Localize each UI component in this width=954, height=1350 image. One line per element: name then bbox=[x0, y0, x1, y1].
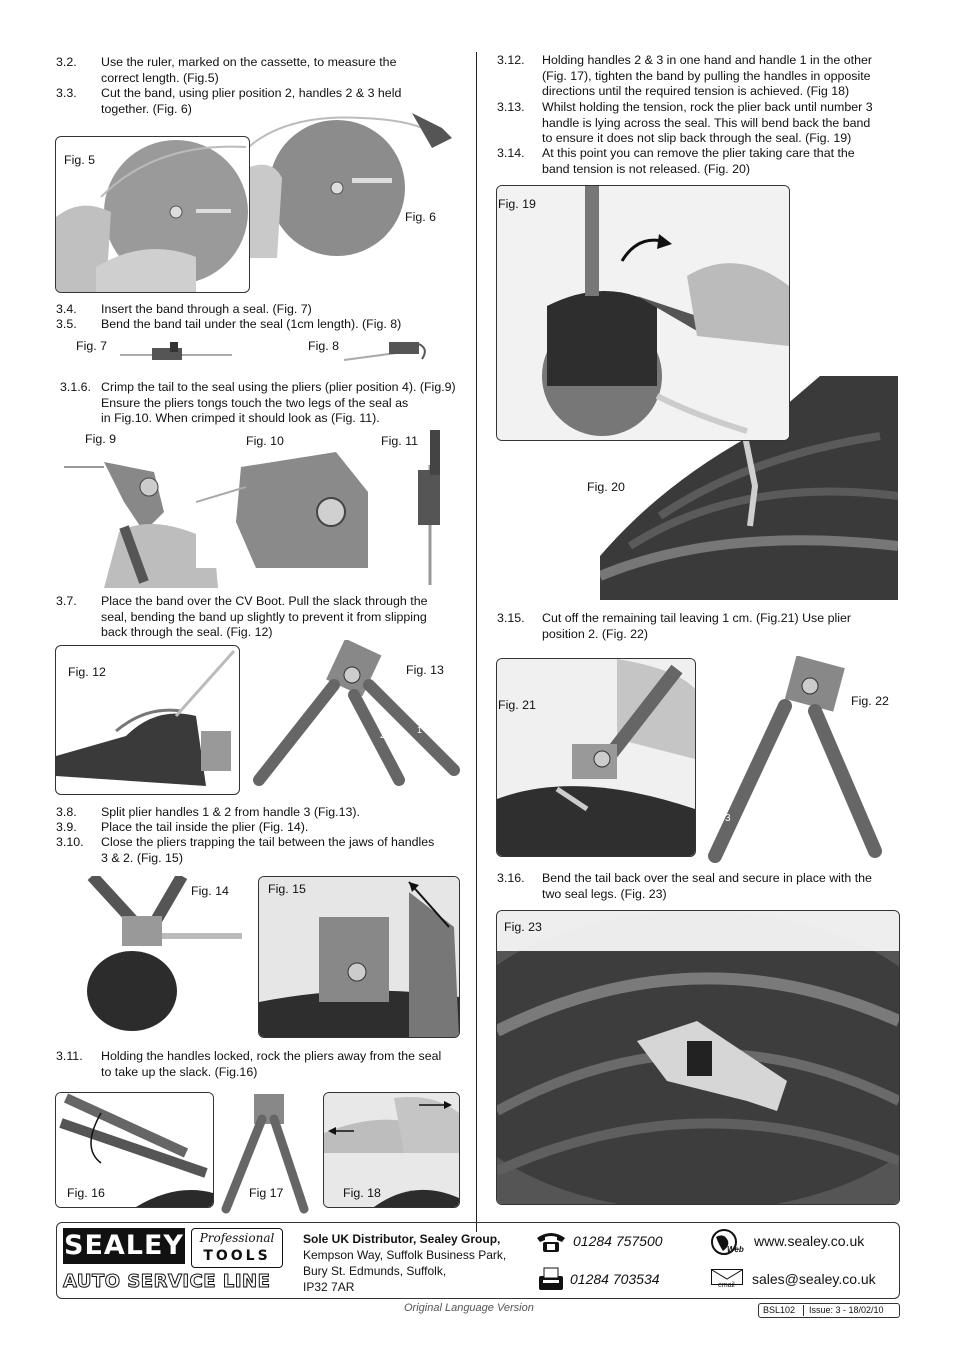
website-link[interactable]: www.sealey.co.uk bbox=[754, 1233, 865, 1249]
issue-date: Issue: 3 - 18/02/10 bbox=[809, 1305, 884, 1315]
fig-9-photo bbox=[64, 442, 218, 588]
fig-16-label: Fig. 16 bbox=[67, 1186, 105, 1200]
fig-21-photo bbox=[496, 658, 696, 857]
fig-15-label: Fig. 15 bbox=[268, 882, 306, 896]
fig-7-photo bbox=[120, 340, 232, 366]
fax-number[interactable]: 01284 703534 bbox=[570, 1271, 660, 1287]
fig-10-photo bbox=[196, 452, 368, 568]
fig-9-label: Fig. 9 bbox=[85, 432, 116, 446]
fig-12-label: Fig. 12 bbox=[68, 665, 106, 679]
professional-tools-logo: Professional TOOLS bbox=[191, 1228, 283, 1268]
phone-number[interactable]: 01284 757500 bbox=[573, 1233, 663, 1249]
column-divider bbox=[476, 52, 477, 1232]
fig-11-photo bbox=[400, 425, 448, 585]
issue-divider bbox=[803, 1305, 804, 1316]
fig-22-label: Fig. 22 bbox=[851, 694, 889, 708]
fig-13-label: Fig. 13 bbox=[406, 663, 444, 677]
handle-1-number: 1 bbox=[868, 811, 874, 822]
fig-21-label: Fig. 21 bbox=[498, 698, 536, 712]
fig-23-label: Fig. 23 bbox=[504, 920, 542, 934]
fig-15-photo bbox=[258, 876, 460, 1038]
fig-19-photo bbox=[496, 185, 790, 441]
fig-18-label: Fig. 18 bbox=[343, 1186, 381, 1200]
globe-icon: Web bbox=[711, 1229, 747, 1257]
sealey-logo: SEALEY bbox=[63, 1228, 185, 1264]
language-note: Original Language Version bbox=[404, 1302, 534, 1314]
handle-1-number: 1 bbox=[417, 725, 423, 735]
fig-5-label: Fig. 5 bbox=[64, 153, 95, 167]
fig-8-photo bbox=[344, 334, 434, 370]
fig-23-photo bbox=[496, 910, 900, 1205]
fig-8-label: Fig. 8 bbox=[308, 339, 339, 353]
doc-code: BSL102 bbox=[763, 1305, 796, 1315]
issue-box bbox=[758, 1303, 900, 1318]
fig-11-label: Fig. 11 bbox=[381, 434, 418, 448]
fig-6-photo bbox=[242, 108, 460, 260]
fig-17-label: Fig 17 bbox=[249, 1186, 284, 1200]
handle-3-number: 3 bbox=[292, 715, 298, 725]
envelope-icon: email bbox=[711, 1269, 743, 1291]
fig-22-photo bbox=[700, 656, 890, 864]
fig-20-label: Fig. 20 bbox=[587, 480, 625, 494]
auto-service-line-logo: AUTO SERVICE LINE bbox=[63, 1271, 271, 1292]
fig-14-photo bbox=[82, 876, 242, 1036]
distributor-address: Sole UK Distributor, Sealey Group, Kempson Way, Suffolk Business Park, Bury St. Edmunds, Suffolk, IP32 7AR bbox=[303, 1232, 507, 1294]
fax-icon bbox=[535, 1266, 567, 1292]
footer-box bbox=[56, 1222, 900, 1299]
fig-10-label: Fig. 10 bbox=[246, 434, 284, 448]
telephone-icon bbox=[535, 1230, 567, 1254]
handle-2-number: 2 bbox=[380, 730, 386, 740]
fig-14-label: Fig. 14 bbox=[191, 884, 229, 898]
fig-6-label: Fig. 6 bbox=[405, 210, 436, 224]
fig-19-label: Fig. 19 bbox=[498, 197, 536, 211]
handle-3-number: 3 bbox=[725, 813, 731, 824]
email-link[interactable]: sales@sealey.co.uk bbox=[752, 1271, 876, 1287]
fig-7-label: Fig. 7 bbox=[76, 339, 107, 353]
